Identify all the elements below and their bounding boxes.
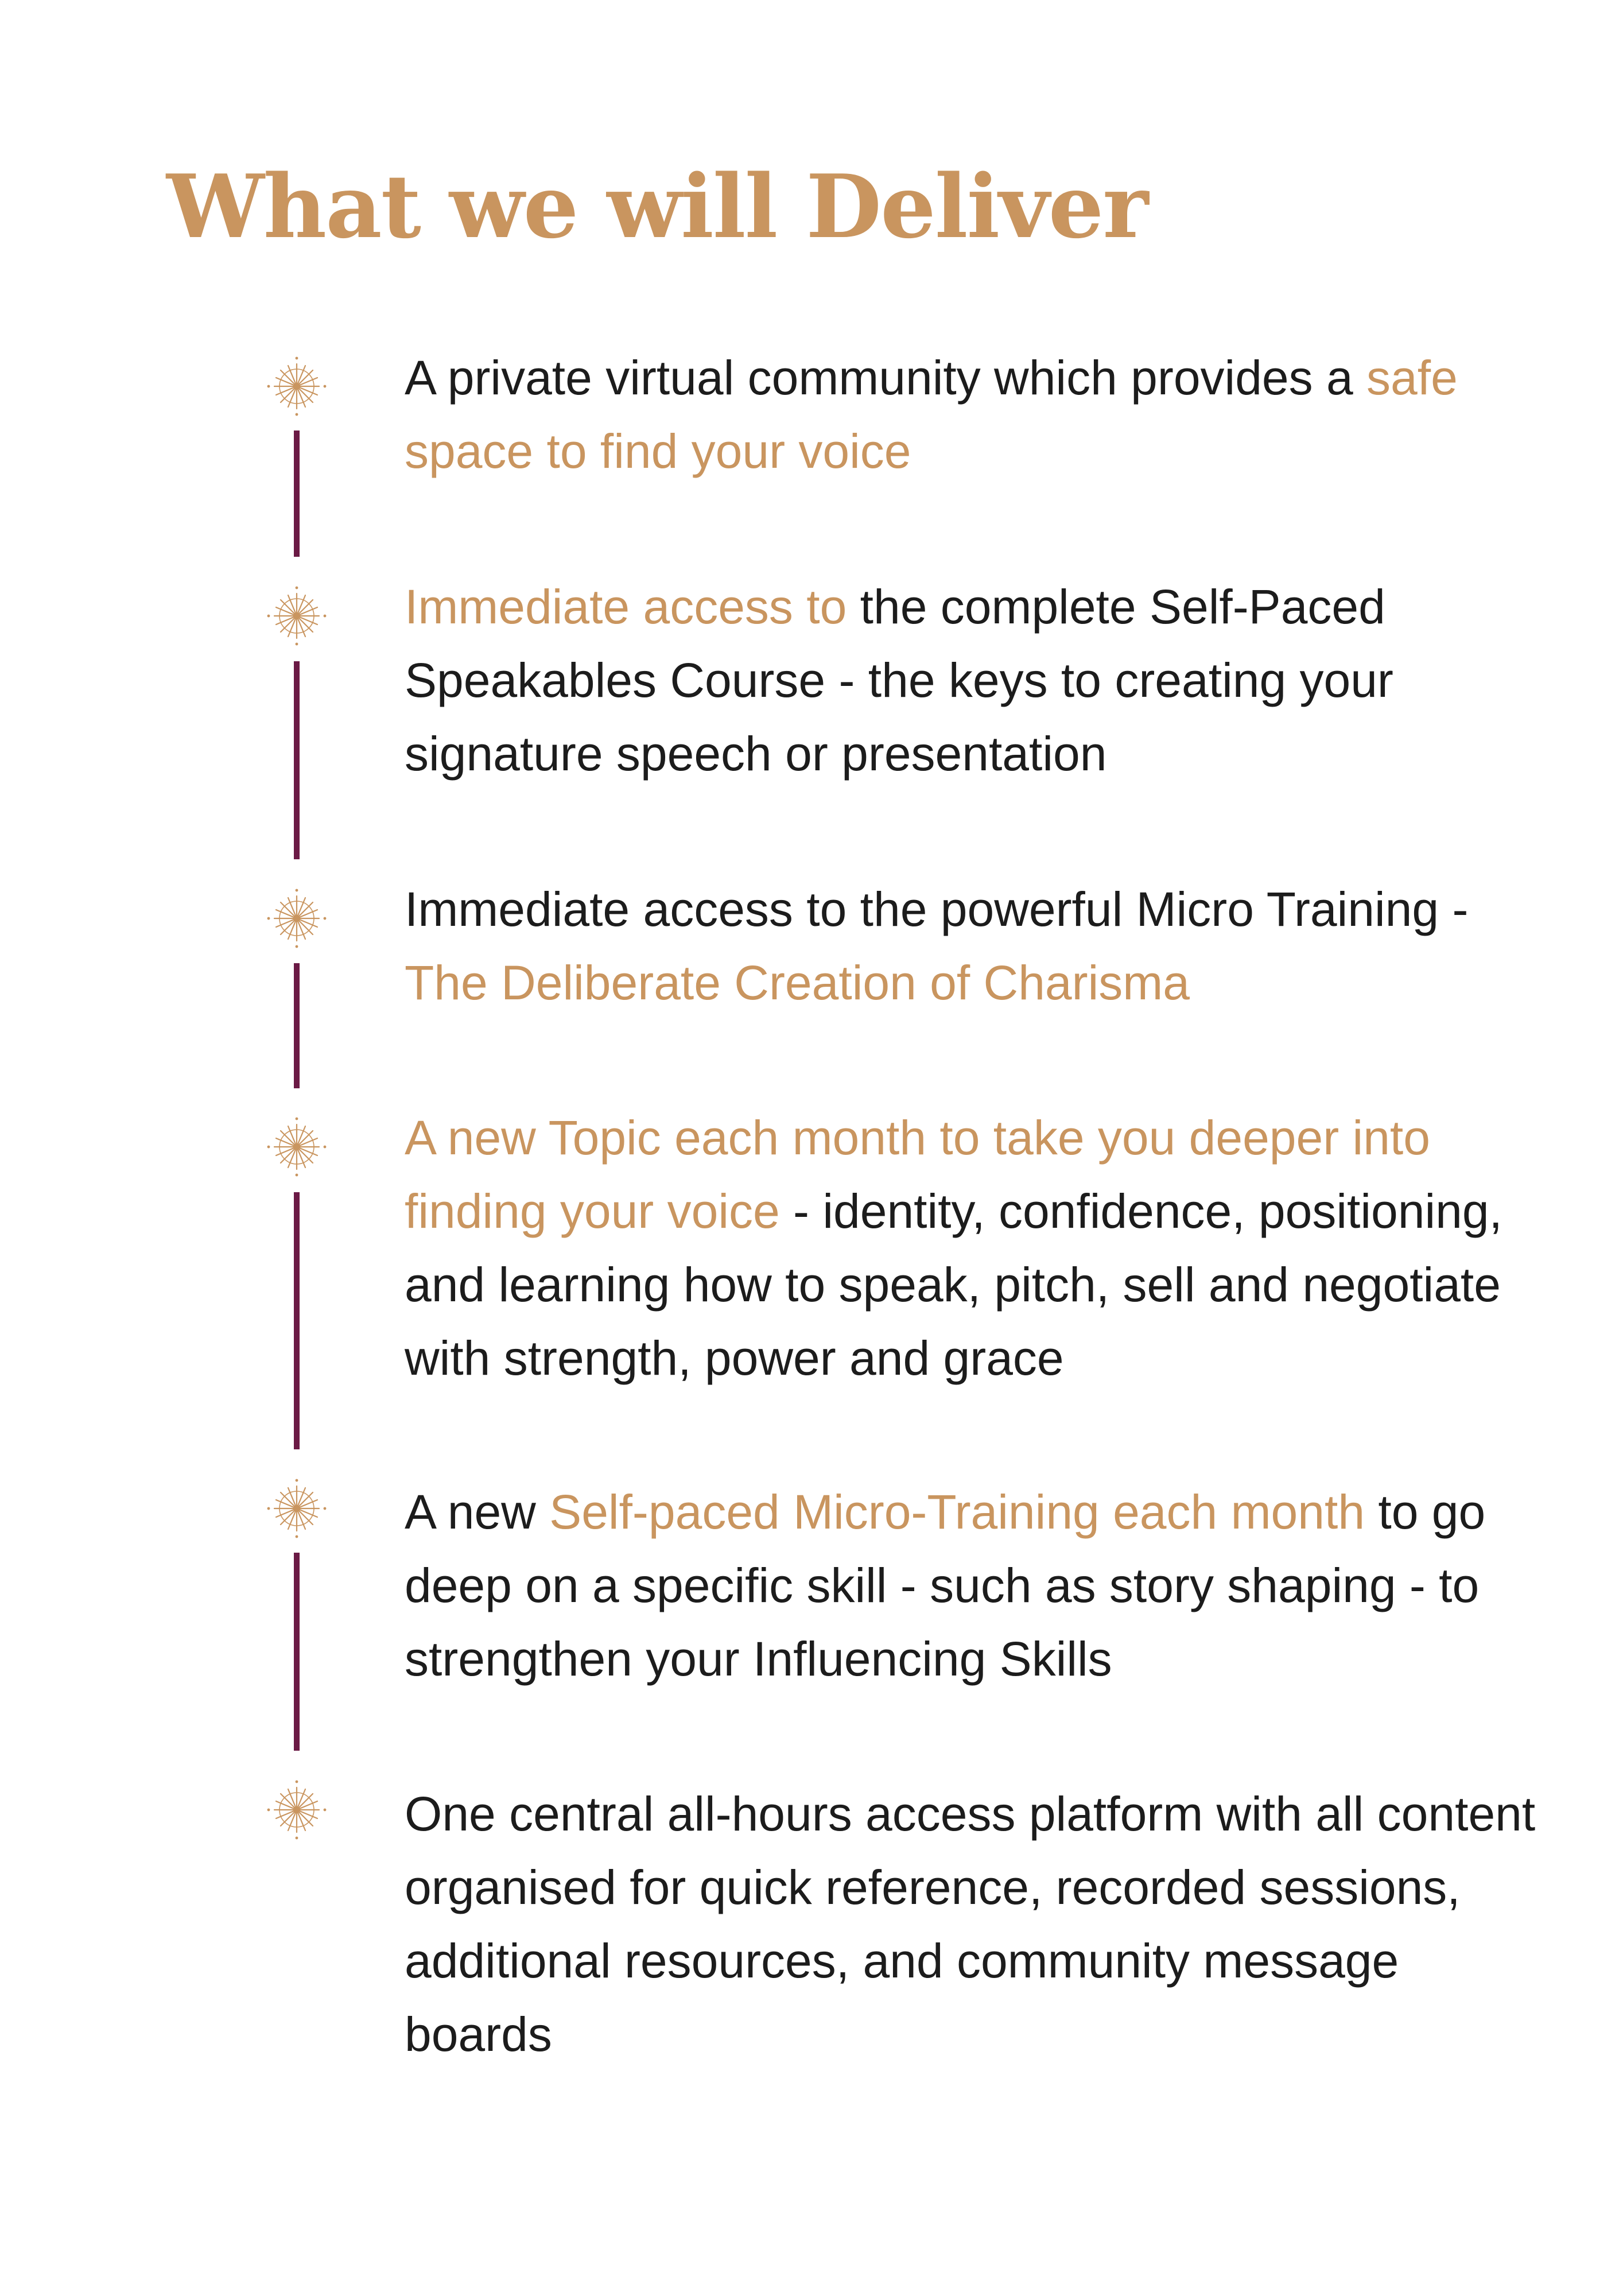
- sunburst-star-icon: [265, 355, 328, 418]
- timeline-connector: [294, 430, 300, 557]
- body-text: One central all-hours access platform with all content organised for quick reference, recorded sessions, additional resources, and community message boards: [405, 1787, 1536, 2061]
- sunburst-star-icon: [265, 584, 328, 647]
- highlighted-text: Self-paced Micro-Training each month: [549, 1485, 1365, 1539]
- highlighted-text: safe space to find your voice: [405, 351, 1458, 478]
- list-item: [405, 341, 1552, 488]
- list-item: [405, 570, 1552, 790]
- body-text: A new: [405, 1485, 550, 1539]
- sunburst-star-icon: [265, 1477, 328, 1540]
- list-item: [405, 872, 1552, 1019]
- timeline-connector: [294, 1192, 300, 1449]
- list-item: [405, 1777, 1552, 2071]
- timeline-connector: [294, 963, 300, 1088]
- body-text: to go deep on a specific skill - such as story shaping - to strengthen your Influencing Skills: [405, 1485, 1486, 1686]
- body-text: - identity, confidence, positioning, and learning how to speak, pitch, sell and negotiate with strength, power and grace: [405, 1184, 1502, 1385]
- body-text: Immediate access to the powerful Micro Training -: [405, 882, 1469, 936]
- sunburst-star-icon: [265, 887, 328, 950]
- highlighted-text: Immediate access to: [405, 580, 847, 634]
- highlighted-text: The Deliberate Creation of Charisma: [405, 956, 1190, 1010]
- sunburst-star-icon: [265, 1778, 328, 1841]
- highlighted-text: A new Topic each month to take you deeper into finding your voice: [405, 1111, 1430, 1238]
- list-item: [405, 1101, 1552, 1395]
- body-text: the complete Self-Paced Speakables Course - the keys to creating your signature speech or presentation: [405, 580, 1393, 781]
- body-text: A private virtual community which provides a: [405, 351, 1367, 405]
- page-title: What we will Deliver: [166, 155, 1148, 258]
- timeline-connector: [294, 661, 300, 859]
- timeline-connector: [294, 1553, 300, 1751]
- sunburst-star-icon: [265, 1115, 328, 1178]
- list-item: [405, 1475, 1552, 1696]
